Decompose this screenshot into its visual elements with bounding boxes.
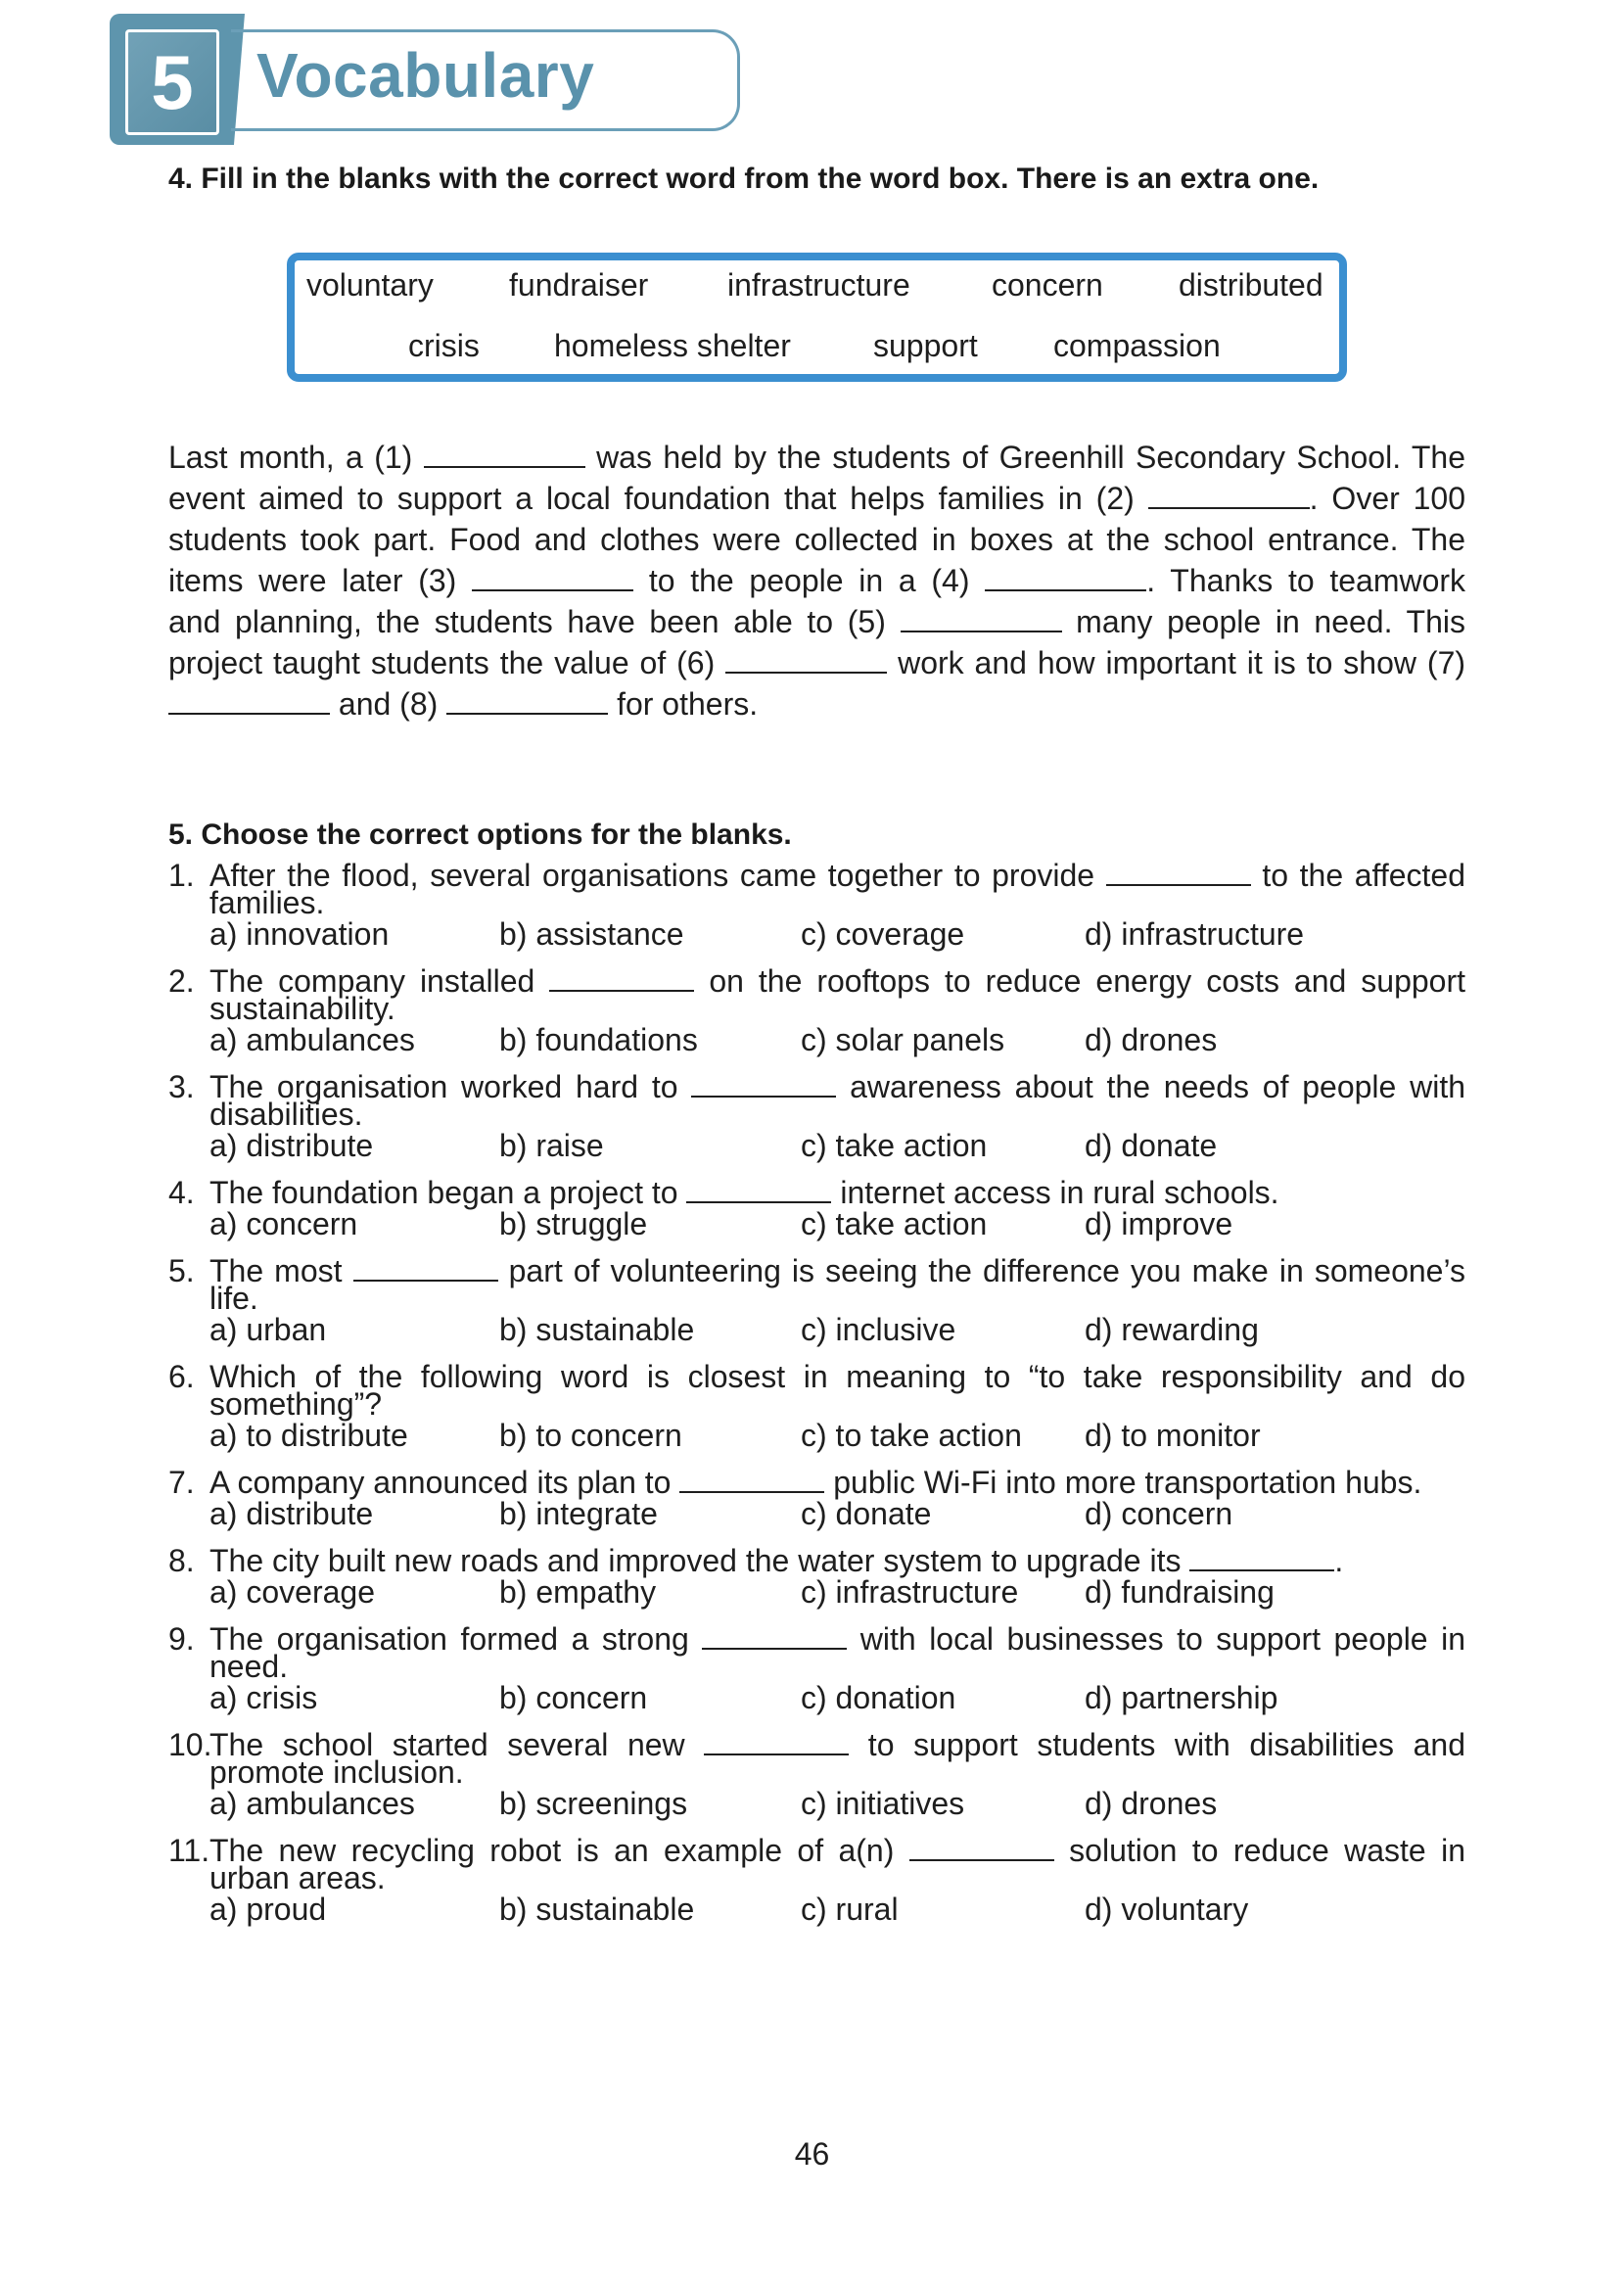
answer-blank[interactable] bbox=[909, 1834, 1054, 1861]
paragraph-line: students took part. Food and clothes were collected in boxes at the school entrance. The bbox=[168, 522, 1465, 557]
question-text-continued: urban areas. bbox=[209, 1860, 386, 1895]
blank-6[interactable] bbox=[725, 646, 887, 674]
answer-option[interactable]: a) urban bbox=[209, 1312, 327, 1347]
question-text-continued: promote inclusion. bbox=[209, 1754, 464, 1790]
answer-blank[interactable] bbox=[691, 1070, 836, 1098]
answer-option[interactable]: d) improve bbox=[1085, 1206, 1233, 1241]
answer-option[interactable]: b) struggle bbox=[499, 1206, 648, 1241]
question-number: 5. bbox=[168, 1253, 195, 1288]
page-title: Vocabulary bbox=[256, 40, 595, 111]
question-text: The foundation began a project to internet access in rural schools. bbox=[209, 1175, 1279, 1210]
page-number: 46 bbox=[794, 2136, 830, 2172]
answer-option[interactable]: c) rural bbox=[801, 1892, 899, 1927]
blank-3[interactable] bbox=[472, 564, 633, 591]
question-text: A company announced its plan to public Wi-Fi into more transportation hubs. bbox=[209, 1465, 1422, 1500]
answer-option[interactable]: a) distribute bbox=[209, 1496, 374, 1531]
blank-8[interactable] bbox=[446, 687, 608, 715]
answer-option[interactable]: c) take action bbox=[801, 1128, 988, 1163]
answer-option[interactable]: d) partnership bbox=[1085, 1680, 1278, 1715]
blank-1[interactable] bbox=[424, 441, 585, 468]
answer-option[interactable]: d) donate bbox=[1085, 1128, 1218, 1163]
answer-option[interactable]: d) infrastructure bbox=[1085, 916, 1305, 952]
blank-7[interactable] bbox=[168, 687, 330, 715]
answer-option[interactable]: a) distribute bbox=[209, 1128, 374, 1163]
word-box-item: voluntary bbox=[306, 267, 434, 303]
answer-option[interactable]: c) donate bbox=[801, 1496, 932, 1531]
question-text-continued: something”? bbox=[209, 1386, 383, 1422]
answer-option[interactable]: c) initiatives bbox=[801, 1786, 965, 1821]
answer-option[interactable]: a) concern bbox=[209, 1206, 358, 1241]
answer-option[interactable]: c) inclusive bbox=[801, 1312, 956, 1347]
paragraph-line: and (8) for others. bbox=[168, 683, 1465, 725]
word-box-item: fundraiser bbox=[509, 267, 649, 303]
answer-blank[interactable] bbox=[679, 1466, 824, 1493]
question-text: The school started several new to support students with disabilities and bbox=[209, 1727, 1465, 1762]
answer-option[interactable]: b) sustainable bbox=[499, 1892, 695, 1927]
answer-option[interactable]: d) concern bbox=[1085, 1496, 1233, 1531]
answer-option[interactable]: b) integrate bbox=[499, 1496, 658, 1531]
answer-blank[interactable] bbox=[549, 964, 694, 992]
answer-blank[interactable] bbox=[704, 1728, 849, 1755]
blank-5[interactable] bbox=[901, 605, 1062, 632]
answer-option[interactable]: b) screenings bbox=[499, 1786, 688, 1821]
question-text-continued: need. bbox=[209, 1649, 289, 1684]
answer-option[interactable]: d) drones bbox=[1085, 1022, 1218, 1057]
word-box-item: homeless shelter bbox=[554, 328, 791, 363]
question-number: 7. bbox=[168, 1465, 195, 1500]
question-text: The most part of volunteering is seeing the difference you make in someone’s bbox=[209, 1253, 1466, 1288]
answer-blank[interactable] bbox=[1106, 859, 1251, 886]
answer-option[interactable]: c) solar panels bbox=[801, 1022, 1005, 1057]
question-number: 11. bbox=[168, 1833, 210, 1868]
question-number: 9. bbox=[168, 1621, 195, 1657]
answer-blank[interactable] bbox=[686, 1176, 831, 1203]
answer-option[interactable]: b) foundations bbox=[499, 1022, 698, 1057]
question-text: The company installed on the rooftops to reduce energy costs and support bbox=[209, 963, 1466, 999]
answer-option[interactable]: b) concern bbox=[499, 1680, 648, 1715]
question-text-continued: disabilities. bbox=[209, 1097, 363, 1132]
answer-option[interactable]: c) coverage bbox=[801, 916, 965, 952]
question-number: 4. bbox=[168, 1175, 195, 1210]
question-text: The organisation worked hard to awareness about the needs of people with bbox=[209, 1069, 1466, 1104]
question-text-continued: sustainability. bbox=[209, 991, 395, 1026]
answer-option[interactable]: b) empathy bbox=[499, 1574, 657, 1610]
blank-4[interactable] bbox=[985, 564, 1146, 591]
answer-option[interactable]: b) raise bbox=[499, 1128, 604, 1163]
question-number: 10. bbox=[168, 1727, 212, 1762]
answer-option[interactable]: a) proud bbox=[209, 1892, 327, 1927]
answer-blank[interactable] bbox=[702, 1622, 847, 1650]
answer-option[interactable]: c) to take action bbox=[801, 1418, 1022, 1453]
answer-option[interactable]: a) innovation bbox=[209, 916, 390, 952]
exercise-4-heading: 4. Fill in the blanks with the correct word from the word box. There is an extra one. bbox=[168, 163, 1320, 195]
answer-option[interactable]: a) to distribute bbox=[209, 1418, 408, 1453]
answer-option[interactable]: b) assistance bbox=[499, 916, 684, 952]
answer-option[interactable]: d) to monitor bbox=[1085, 1418, 1261, 1453]
question-text: After the flood, several organisations came together to provide to the affected bbox=[209, 858, 1466, 893]
paragraph-line: and planning, the students have been able to (5) many people in need. This bbox=[168, 604, 1465, 639]
question-number: 3. bbox=[168, 1069, 195, 1104]
question-number: 2. bbox=[168, 963, 195, 999]
answer-option[interactable]: d) fundraising bbox=[1085, 1574, 1275, 1610]
answer-option[interactable]: a) ambulances bbox=[209, 1786, 415, 1821]
word-box-item: crisis bbox=[408, 328, 480, 363]
question-number: 6. bbox=[168, 1359, 195, 1394]
exercise-5-heading: 5. Choose the correct options for the blanks. bbox=[168, 818, 792, 851]
question-number: 8. bbox=[168, 1543, 195, 1578]
question-text: Which of the following word is closest in meaning to “to take responsibility and do bbox=[209, 1359, 1465, 1394]
answer-option[interactable]: a) coverage bbox=[209, 1574, 375, 1610]
word-box-item: infrastructure bbox=[727, 267, 910, 303]
answer-option[interactable]: b) sustainable bbox=[499, 1312, 695, 1347]
answer-option[interactable]: c) infrastructure bbox=[801, 1574, 1019, 1610]
word-box-item: compassion bbox=[1053, 328, 1221, 363]
blank-2[interactable] bbox=[1148, 482, 1310, 509]
question-text-continued: life. bbox=[209, 1281, 258, 1316]
question-number: 1. bbox=[168, 858, 195, 893]
question-text-continued: families. bbox=[209, 885, 325, 920]
word-box-item: concern bbox=[992, 267, 1103, 303]
question-text: The city built new roads and improved the water system to upgrade its . bbox=[209, 1543, 1344, 1578]
paragraph-line: project taught students the value of (6) work and how important it is to show (7) bbox=[168, 645, 1466, 680]
answer-blank[interactable] bbox=[353, 1254, 498, 1282]
answer-option[interactable]: d) drones bbox=[1085, 1786, 1218, 1821]
answer-option[interactable]: d) rewarding bbox=[1085, 1312, 1259, 1347]
paragraph-line: Last month, a (1) was held by the students of Greenhill Secondary School. The bbox=[168, 440, 1466, 475]
answer-blank[interactable] bbox=[1189, 1544, 1334, 1571]
answer-option[interactable]: c) donation bbox=[801, 1680, 956, 1715]
word-box-item: distributed bbox=[1179, 267, 1323, 303]
answer-option[interactable]: a) crisis bbox=[209, 1680, 318, 1715]
question-text: The organisation formed a strong with local businesses to support people in bbox=[209, 1621, 1466, 1657]
answer-option[interactable]: a) ambulances bbox=[209, 1022, 415, 1057]
paragraph-line: event aimed to support a local foundation that helps families in (2) . Over 100 bbox=[168, 481, 1466, 516]
question-text: The new recycling robot is an example of a(n) solution to reduce waste in bbox=[209, 1833, 1466, 1868]
answer-option[interactable]: b) to concern bbox=[499, 1418, 682, 1453]
word-box-item: support bbox=[873, 328, 978, 363]
unit-number: 5 bbox=[125, 29, 219, 135]
answer-option[interactable]: c) take action bbox=[801, 1206, 988, 1241]
answer-option[interactable]: d) voluntary bbox=[1085, 1892, 1249, 1927]
paragraph-line: items were later (3) to the people in a (4) . Thanks to teamwork bbox=[168, 563, 1466, 598]
